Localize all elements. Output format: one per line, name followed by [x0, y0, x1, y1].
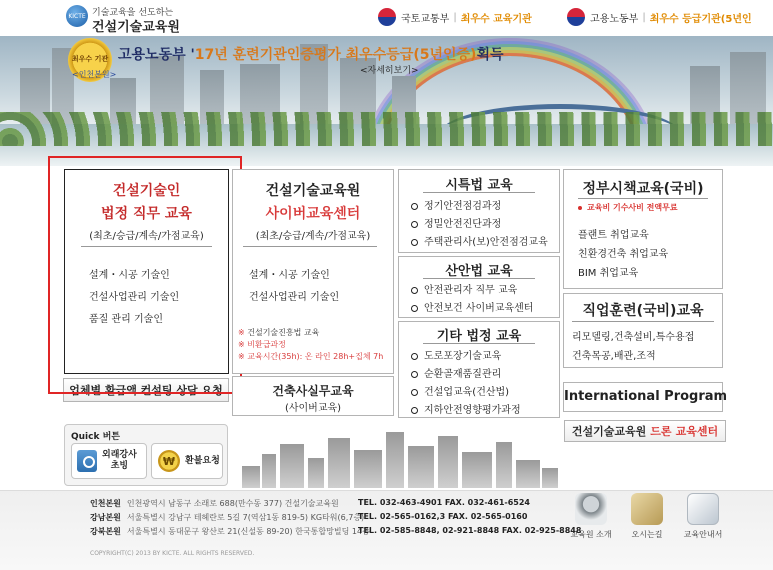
list-item[interactable]: 품질 관리 기술인 [89, 314, 163, 325]
industrial-safety-education-box[interactable] [398, 256, 560, 318]
trees-decoration [0, 112, 773, 146]
box-title: 건설기술교육원 [265, 183, 361, 199]
incheon-label: <인천본원> [72, 70, 117, 79]
list-item[interactable] [411, 281, 517, 296]
list-item[interactable] [411, 299, 533, 314]
box-title: 산안법 교육 [445, 264, 513, 279]
guest-lecturer-button[interactable] [71, 443, 147, 479]
building-decoration [354, 450, 382, 488]
list-item[interactable]: 플랜트 취업교육 [578, 230, 649, 241]
footer-address-row [90, 498, 530, 509]
cyber-education-box[interactable] [232, 169, 394, 374]
list-item-label: 정기안전점검과정 [424, 201, 502, 212]
facility-safety-education-box[interactable] [398, 169, 560, 253]
note-text [238, 327, 319, 338]
campus-address: 서울특별시 강남구 테헤란로 5길 7(역삼1동 819-5) KG타워(6,7층) [126, 513, 365, 522]
ministry-tag: 최우수 교육기관 [460, 13, 532, 25]
list-item[interactable]: 건설사업관리 기술인 [249, 292, 340, 303]
campus-contact: TEL. 02-585-8848, 02-921-8848 FAX. 02-925-8848 [358, 526, 582, 535]
circle-bullet-icon [411, 239, 418, 246]
box-title: 건축사실무교육 [272, 384, 354, 398]
list-item-label: 주택관리사(보)안전점검교육 [424, 237, 548, 248]
ministry-name: 국토교통부 [401, 13, 450, 25]
building-decoration [462, 452, 492, 488]
separator: | [642, 11, 646, 23]
education-guide-link[interactable] [680, 493, 726, 547]
list-item[interactable] [411, 401, 521, 416]
list-item-label: 순환골재품질관리 [424, 369, 502, 380]
list-item[interactable] [411, 197, 501, 212]
box-title: 건설기술인 [112, 183, 181, 199]
drone-link-prefix: 건설기술교육원 [571, 425, 647, 438]
logo-emblem-icon: KICTE [66, 5, 88, 27]
guide-book-icon [687, 493, 719, 525]
taeguk-emblem-icon [378, 8, 396, 26]
institute-intro-link[interactable] [568, 493, 614, 547]
taeguk-emblem-icon [567, 8, 585, 26]
box-title: 시특법 교육 [445, 178, 513, 193]
note-body: 건설기술진흥법 교육 [247, 328, 320, 337]
circle-bullet-icon [411, 371, 418, 378]
campus-label: 강남본원 [90, 513, 121, 522]
list-item-label: 정밀안전진단과정 [424, 219, 502, 230]
separator: | [453, 11, 457, 23]
city-skyline-decoration [232, 430, 560, 488]
box-title: 직업훈련(국비)교육 [582, 303, 704, 319]
campus-contact: TEL. 02-565-0162,3 FAX. 02-565-0160 [358, 512, 528, 521]
list-item[interactable]: 건설사업관리 기술인 [89, 292, 180, 303]
note-body: 교육비 기수사비 전액무료 [587, 203, 678, 212]
box-title: 기타 법정 교육 [436, 329, 522, 344]
award-prefix: 고용노동부 ' [118, 47, 195, 63]
note-text: ※ 교육시간(35h): 온 라인 28h+집체 7h [238, 352, 384, 361]
ministry-tag: 최우수 등급기관(5년인 [649, 13, 752, 25]
quick-label-line: 초빙 [110, 461, 129, 471]
footer-icon-label: 교육안내서 [683, 530, 723, 539]
divider [572, 321, 714, 322]
building-decoration [386, 432, 404, 488]
building-decoration [280, 444, 304, 488]
divider [243, 246, 377, 247]
campus-label: 인천본원 [90, 499, 121, 508]
campus-address: 서울특별시 동대문구 왕산로 21(신설동 89-20) 한국통합망빌딩 14층 [126, 527, 370, 536]
government-policy-education-box[interactable] [563, 169, 723, 289]
ministry-name: 고용노동부 [590, 13, 639, 25]
ministry-badge-molit[interactable] [378, 8, 532, 26]
list-item-label: 안전관리자 직무 교육 [424, 285, 518, 296]
box-title: 정부시책교육(국비) [582, 181, 704, 197]
international-program-box[interactable] [563, 382, 728, 412]
refund-request-button[interactable] [151, 443, 223, 479]
box-title: International Program [564, 389, 728, 404]
footer-icon-label: 교육원 소개 [570, 530, 612, 539]
circle-bullet-icon [411, 203, 418, 210]
list-item[interactable] [411, 383, 509, 398]
award-suffix: 획득 [476, 47, 504, 63]
circle-bullet-icon [411, 287, 418, 294]
circle-bullet-icon [411, 407, 418, 414]
list-item-label: 도로포장기술교육 [424, 351, 502, 362]
list-item[interactable]: 설계・시공 기술인 [89, 270, 170, 281]
list-item[interactable]: 친환경건축 취업교육 [578, 249, 669, 260]
quick-button-label: 환불요청 [185, 455, 220, 466]
building-decoration [328, 438, 350, 488]
footer-icon-label: 오시는길 [631, 530, 663, 539]
award-more-link[interactable]: <자세히보기> [360, 66, 419, 76]
circle-bullet-icon [411, 389, 418, 396]
list-item[interactable]: BIM 취업교육 [578, 268, 639, 279]
campus-address: 인천광역시 남동구 소래로 688(만수동 377) 건설기술교육원 [126, 499, 339, 508]
refund-consult-button[interactable]: 업체별 환급액 컨설팅 상담 요청 [63, 378, 229, 402]
divider [423, 278, 535, 279]
quick-button-label [102, 450, 137, 472]
list-item[interactable]: 설계・시공 기술인 [249, 270, 330, 281]
building-decoration [308, 458, 324, 488]
drone-center-link[interactable] [564, 420, 726, 442]
map-icon [631, 493, 663, 525]
box-subtitle: (사이버교육) [284, 403, 342, 414]
drone-link-highlight: 교육센터 [675, 425, 719, 438]
list-item-label: 안전보건 사이버교육센터 [424, 303, 534, 314]
other-legal-education-box[interactable] [398, 321, 560, 418]
box-subtitle: (최초/승급/계속/가점교육) [89, 231, 204, 242]
drone-link-highlight: 드론 [650, 425, 672, 438]
award-headline[interactable] [118, 44, 504, 64]
directions-link[interactable] [624, 493, 670, 547]
quick-title: Quick 버튼 [71, 432, 120, 442]
list-item[interactable]: 건축목공,배관,조적 [572, 351, 656, 362]
divider [578, 198, 708, 199]
highlight-outline [48, 156, 242, 394]
circle-bullet-icon [411, 221, 418, 228]
list-item[interactable] [411, 215, 501, 230]
list-item[interactable]: 리모델링,건축설비,특수용접 [572, 332, 695, 343]
building-decoration [438, 436, 458, 488]
quick-panel [64, 424, 228, 486]
microphone-icon [575, 493, 607, 525]
footer-address-row [90, 512, 528, 523]
free-tuition-note [578, 202, 678, 213]
hero-banner [0, 36, 773, 166]
dot-bullet-icon [578, 206, 582, 210]
note-mark: ※ [238, 328, 245, 337]
box-title: 사이버교육센터 [265, 206, 361, 222]
vocational-training-box[interactable] [563, 293, 723, 368]
logo-slogan: 기술교육을 선도하는 [92, 8, 174, 18]
divider [423, 192, 535, 193]
campus-contact: TEL. 032-463-4901 FAX. 032-461-6524 [358, 498, 530, 507]
divider [423, 343, 535, 344]
footer-address-row [90, 526, 582, 537]
building-decoration [496, 442, 512, 488]
award-highlight: 17년 훈련기관인증평가 최우수등급(5년인증) [194, 47, 477, 63]
box-subtitle: (최초/승급/계속/가점교육) [255, 231, 371, 242]
list-item-label: 건설업교육(건산법) [424, 387, 510, 398]
copyright-text: COPYRIGHT(C) 2013 BY KICTE. ALL RIGHTS RESERVED. [90, 550, 255, 557]
ministry-badge-moel[interactable] [567, 8, 752, 26]
building-decoration [408, 446, 434, 488]
lecture-icon [77, 450, 97, 472]
box-title: 법정 직무 교육 [101, 206, 192, 222]
building-decoration [262, 454, 276, 488]
award-badge-icon: 최우수 기관 [68, 38, 112, 82]
won-coin-icon: ₩ [158, 450, 180, 472]
architect-practice-box[interactable] [232, 376, 394, 416]
list-item[interactable] [411, 347, 501, 362]
quick-label-line: 외래강사 [102, 450, 137, 461]
site-footer [0, 490, 773, 570]
logo-name: 건설기술교육원 [92, 20, 180, 35]
list-item[interactable] [411, 233, 548, 248]
list-item-label: 지하안전영향평가과정 [424, 405, 521, 416]
top-header [0, 0, 773, 36]
circle-bullet-icon [411, 305, 418, 312]
building-decoration [242, 466, 260, 488]
note-text: ※ 비환급과정 [238, 340, 286, 349]
campus-label: 강북본원 [90, 527, 121, 536]
building-decoration [516, 460, 540, 488]
circle-bullet-icon [411, 353, 418, 360]
list-item[interactable] [411, 365, 501, 380]
building-decoration [542, 468, 558, 488]
